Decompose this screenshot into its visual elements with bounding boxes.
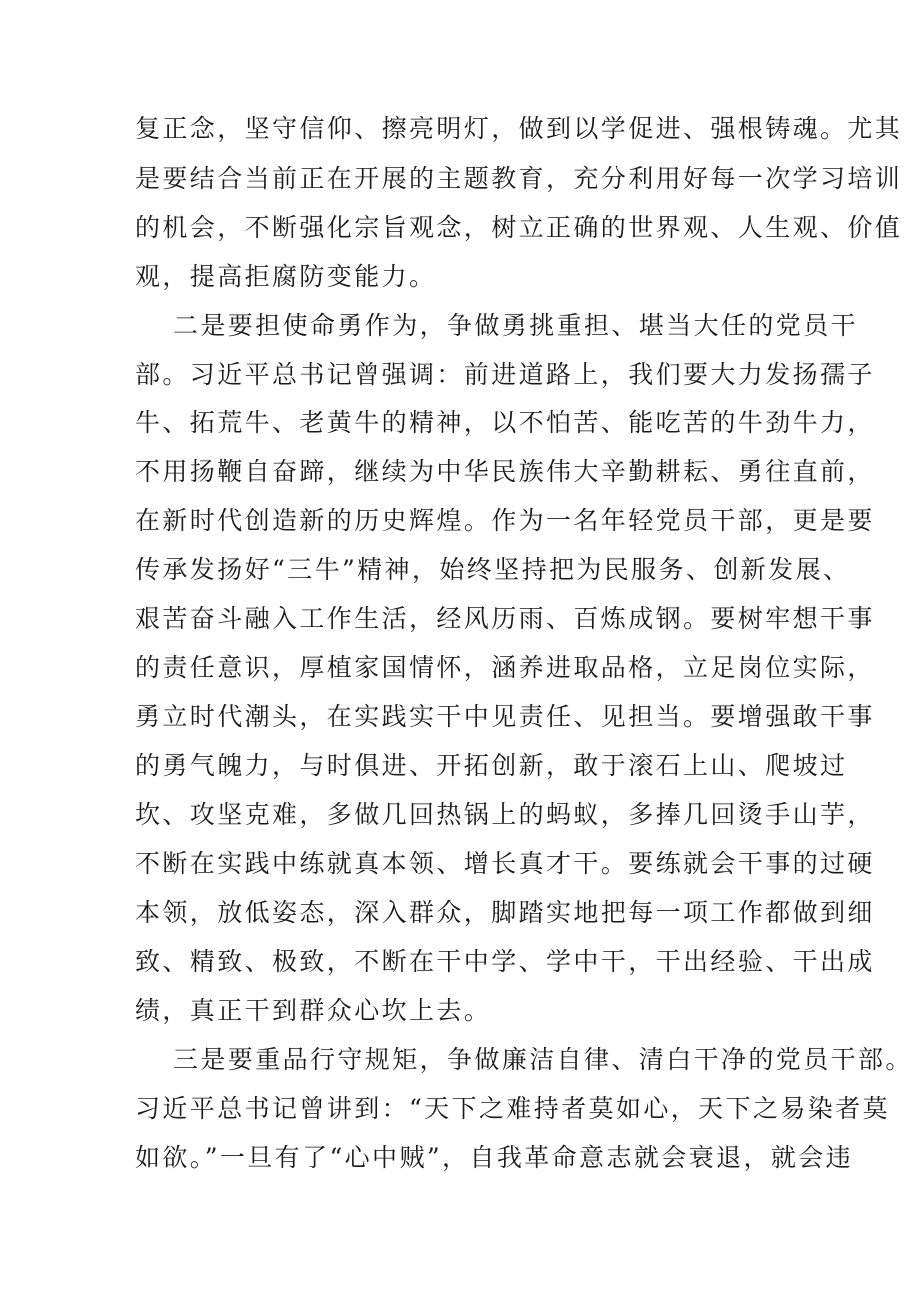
text-line: 在新时代创造新的历史辉煌。作为一名年轻党员干部，更是要 (135, 506, 875, 535)
text-line: 不用扬鞭自奋蹄，继续为中华民族伟大辛勤耕耘、勇往直前， (135, 457, 875, 486)
text-line: 不断在实践中练就真本领、增长真才干。要练就会干事的过硬 (135, 849, 875, 878)
text-line: 传承发扬好“三牛”精神，始终坚持把为民服务、创新发展、 (135, 555, 851, 584)
text-line: 部。习近平总书记曾强调：前进道路上，我们要大力发扬孺子 (135, 360, 875, 389)
text-line: 观，提高拒腐防变能力。 (135, 262, 437, 291)
text-line: 本领，放低姿态，深入群众，脚踏实地把每一项工作都做到细 (135, 898, 875, 927)
text-line: 的机会，不断强化宗旨观念，树立正确的世界观、人生观、价值 (135, 213, 903, 242)
paragraph-start-line: 二是要担使命勇作为，争做勇挑重担、堪当大任的党员干 (173, 311, 859, 340)
text-line: 的责任意识，厚植家国情怀，涵养进取品格，立足岗位实际， (135, 653, 875, 682)
text-line: 习近平总书记曾讲到：“天下之难持者莫如心，天下之易染者莫 (135, 1094, 890, 1123)
text-line: 复正念，坚守信仰、擦亮明灯，做到以学促进、强根铸魂。尤其 (135, 114, 903, 143)
text-line: 坎、攻坚克难，多做几回热锅上的蚂蚁，多捧几回烫手山芋， (135, 800, 875, 829)
text-line: 艰苦奋斗融入工作生活，经风历雨、百炼成钢。要树牢想干事 (135, 604, 875, 633)
text-line: 是要结合当前正在开展的主题教育，充分利用好每一次学习培训 (135, 164, 903, 193)
text-line: 勇立时代潮头，在实践实干中见责任、见担当。要增强敢干事 (135, 702, 875, 731)
text-line: 的勇气魄力，与时俱进、开拓创新，敢于滚石上山、爬坡过 (135, 751, 848, 780)
text-line: 致、精致、极致，不断在干中学、学中干，干出经验、干出成 (135, 947, 875, 976)
text-line: 绩，真正干到群众心坎上去。 (135, 996, 492, 1025)
text-line: 牛、拓荒牛、老黄牛的精神，以不怕苦、能吃苦的牛劲牛力， (135, 408, 875, 437)
text-line: 如欲。”一旦有了“心中贼”，自我革命意志就会衰退，就会违 (135, 1143, 854, 1172)
paragraph-start-line: 三是要重品行守规矩，争做廉洁自律、清白干净的党员干部。 (173, 1045, 913, 1074)
